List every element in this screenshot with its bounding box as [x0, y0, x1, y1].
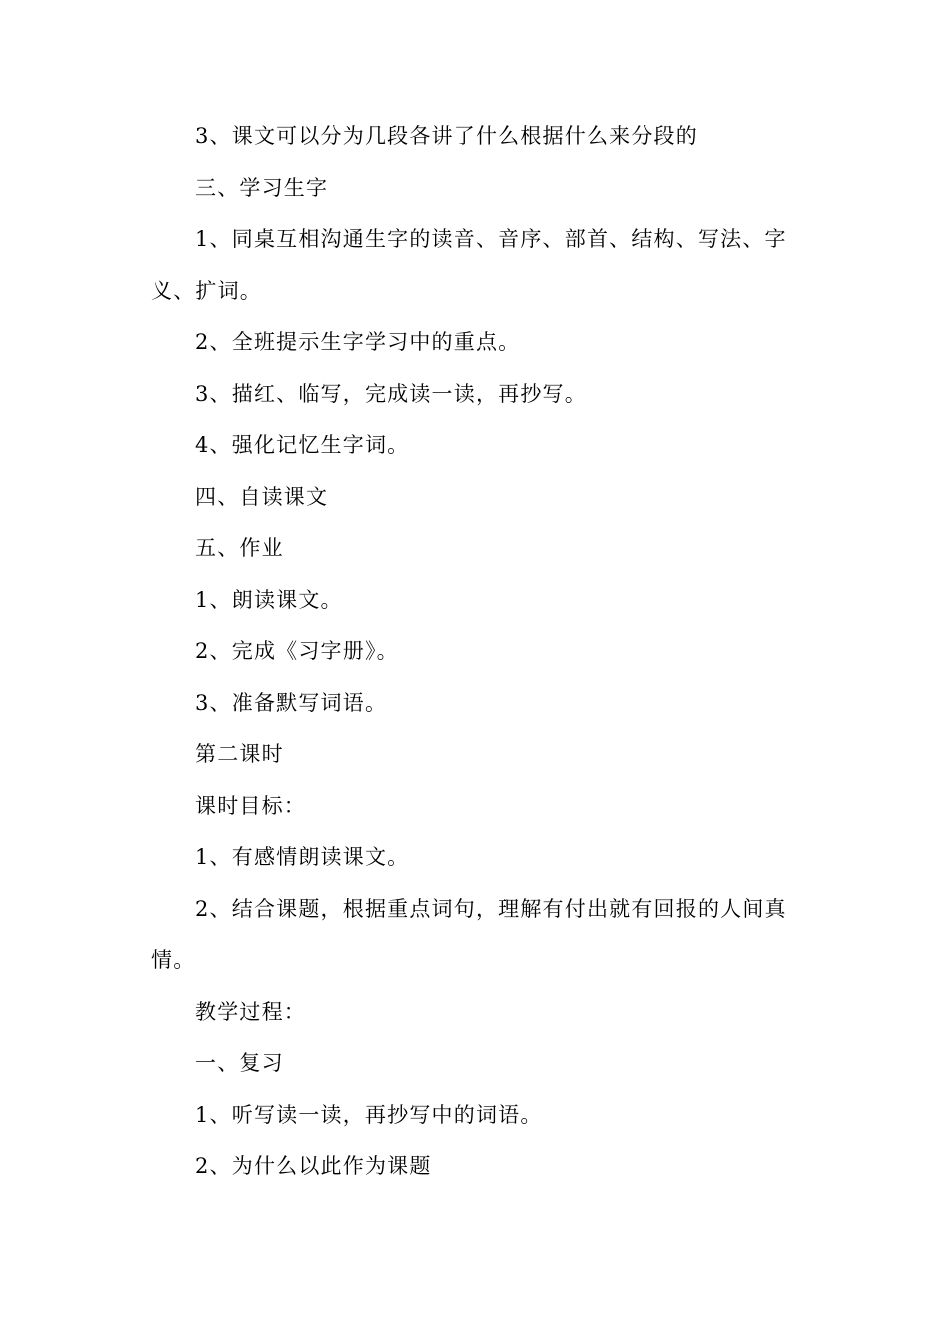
section-heading: 一、复习 [195, 1051, 284, 1075]
paragraph: 3、课文可以分为几段各讲了什么根据什么来分段的 [195, 124, 698, 148]
paragraph: 1、同桌互相沟通生字的读音、音序、部首、结构、写法、字义、扩词。 [151, 227, 787, 303]
paragraph: 4、强化记忆生字词。 [195, 433, 410, 457]
section-heading: 第二课时 [195, 742, 284, 766]
paragraph: 2、完成《习字册》。 [195, 639, 399, 663]
section-heading: 课时目标： [195, 793, 306, 818]
paragraph: 2、全班提示生字学习中的重点。 [195, 330, 521, 354]
paragraph: 1、朗读课文。 [195, 587, 343, 612]
section-heading: 三、学习生字 [195, 175, 329, 200]
document-body [151, 111, 791, 1193]
paragraph: 2、为什么以此作为课题 [195, 1154, 432, 1178]
paragraph: 3、准备默写词语。 [195, 690, 388, 715]
paragraph: 3、描红、临写，完成读一读，再抄写。 [195, 381, 587, 406]
section-heading: 教学过程： [195, 999, 306, 1024]
section-heading: 四、自读课文 [195, 484, 329, 509]
paragraph: 2、结合课题，根据重点词句，理解有付出就有回报的人间真情。 [151, 896, 787, 972]
paragraph: 1、听写读一读，再抄写中的词语。 [195, 1102, 543, 1127]
paragraph: 1、有感情朗读课文。 [195, 845, 410, 869]
section-heading: 五、作业 [195, 536, 284, 560]
